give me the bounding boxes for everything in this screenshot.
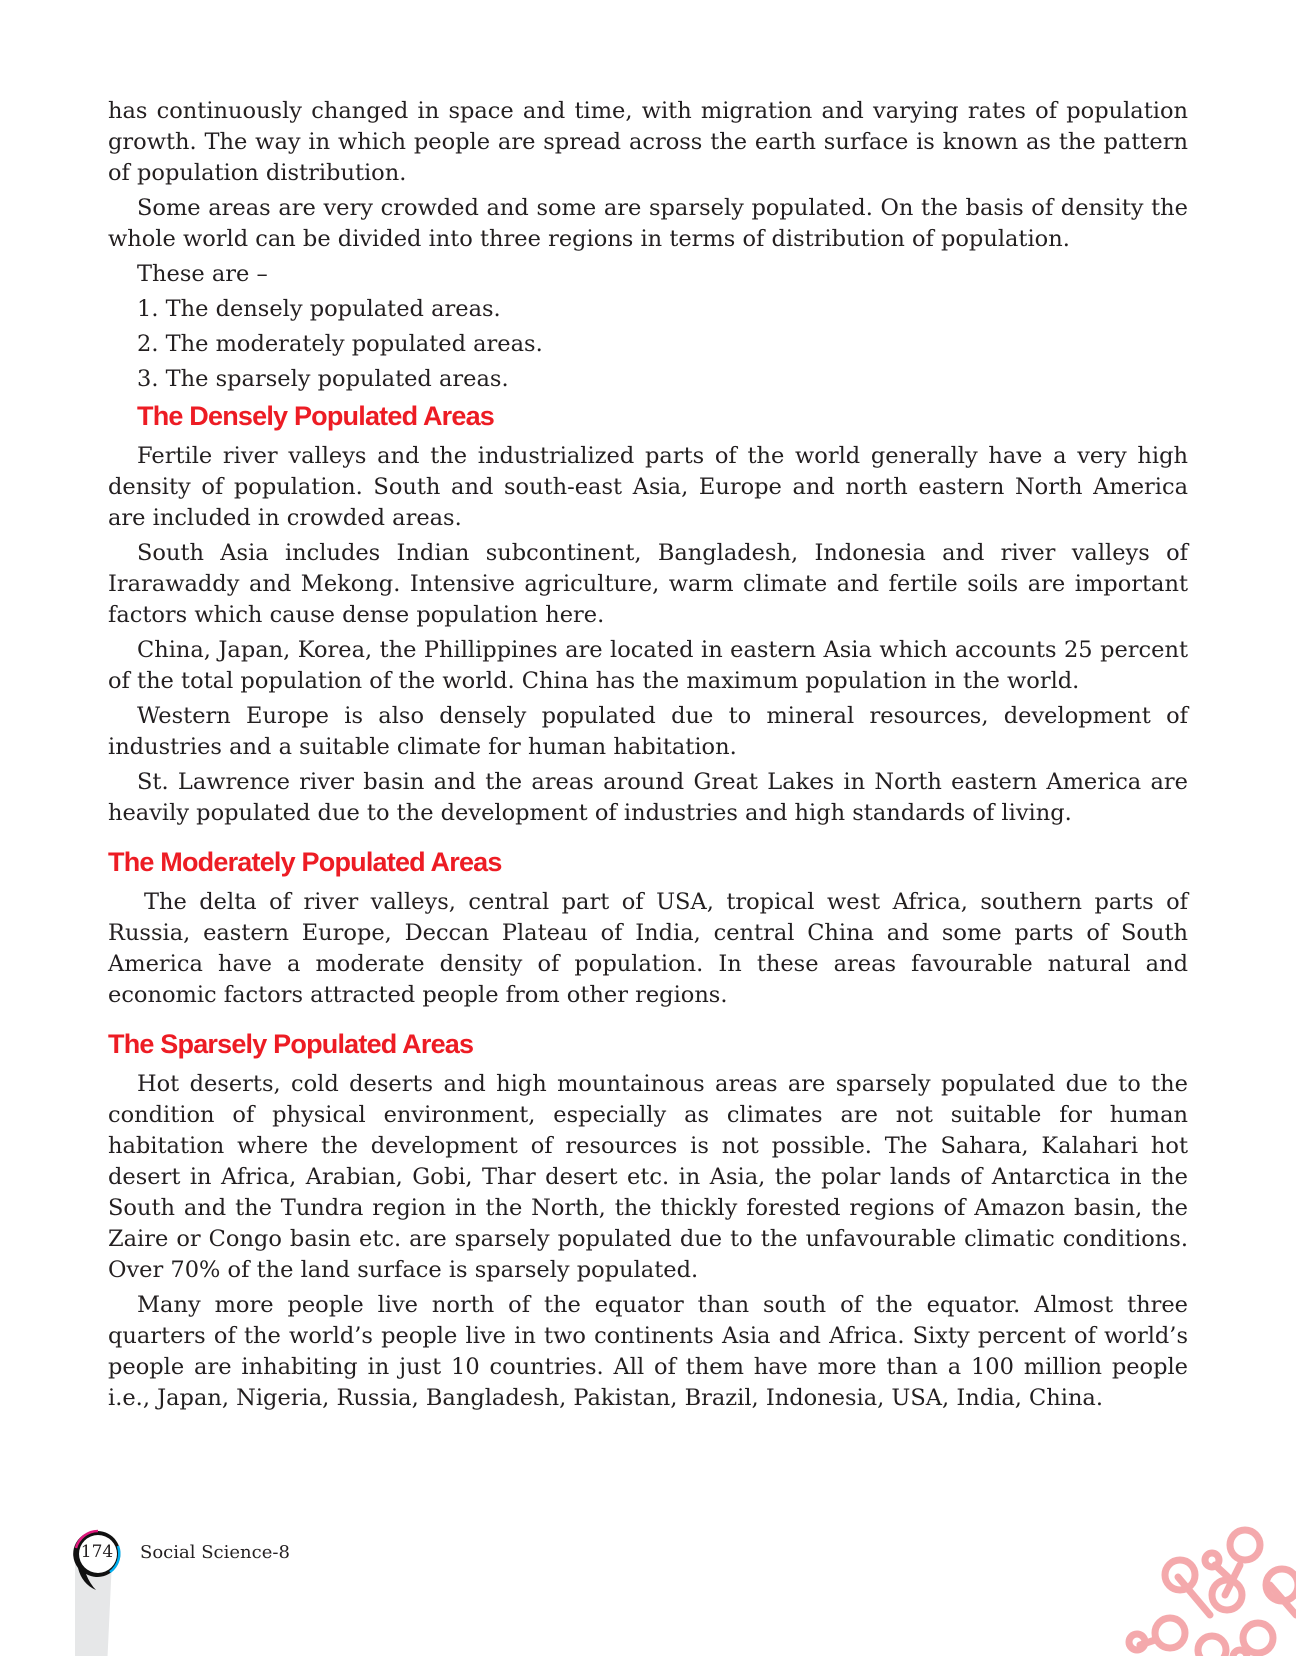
list-intro: These are – [137, 261, 268, 287]
page-number-badge-icon [70, 1528, 126, 1598]
list-item: 3. The sparsely populated areas. [137, 366, 509, 392]
paragraph: Fertile river valleys and the industrialized parts of the world generally have a very high density of population. South and south-east Asia, Europe and north eastern North America are included in crowded areas. [108, 443, 1188, 531]
paragraph: Many more people live north of the equator than south of the equator. Almost three quarters of the world’s people live in two continents Asia and Africa. Sixty percent of world’s people are inhabiting in just 10 countries. All of them have more than a 100 million people i.e., Japan, Nigeria, Russia, Bangladesh, Pakistan, Brazil, Indonesia, USA, India, China. [108, 1292, 1188, 1411]
list-item: 1. The densely populated areas. [137, 296, 501, 322]
page-content [108, 96, 1188, 1418]
paragraph: Western Europe is also densely populated due to mineral resources, development of industries and a suitable climate for human habitation. [108, 703, 1188, 760]
section-heading-moderately: The Moderately Populated Areas [108, 847, 502, 877]
paragraph: St. Lawrence river basin and the areas around Great Lakes in North eastern America are heavily populated due to the development of industries and high standards of living. [108, 769, 1188, 826]
page-number: 174 [80, 1542, 114, 1562]
section-heading-sparsely: The Sparsely Populated Areas [108, 1029, 474, 1059]
list-item: 2. The moderately populated areas. [137, 331, 543, 357]
book-title: Social Science-8 [140, 1542, 290, 1563]
paragraph: South Asia includes Indian subcontinent, Bangladesh, Indonesia and river valleys of Irarawaddy and Mekong. Intensive agriculture, warm climate and fertile soils are important factors which cause dense population here. [108, 540, 1188, 628]
section-heading-densely: The Densely Populated Areas [137, 401, 495, 431]
paragraph: Hot deserts, cold deserts and high mountainous areas are sparsely populated due to the condition of physical environment, especially as climates are not suitable for human habitation where the development of resources is not possible. The Sahara, Kalahari hot desert in Africa, Arabian, Gobi, Thar desert etc. in Asia, the polar lands of Antarctica in the South and the Tundra region in the North, the thickly forested regions of Amazon basin, the Zaire or Congo basin etc. are sparsely populated due to the unfavourable climatic conditions. Over 70% of the land surface is sparsely populated. [108, 1071, 1188, 1283]
opening-paragraph: has continuously changed in space and time, with migration and varying rates of population growth. The way in which people are spread across the earth surface is known as the pattern of population distribution. [108, 98, 1188, 186]
intro-paragraph: Some areas are very crowded and some are sparsely populated. On the basis of density the whole world can be divided into three regions in terms of distribution of population. [108, 195, 1188, 252]
paragraph: The delta of river valleys, central part of USA, tropical west Africa, southern parts of Russia, eastern Europe, Deccan Plateau of India, central China and some parts of South America have a moderate density of population. In these areas favourable natural and economic factors attracted people from other regions. [108, 889, 1188, 1008]
paragraph: China, Japan, Korea, the Phillippines are located in eastern Asia which accounts 25 percent of the total population of the world. China has the maximum population in the world. [108, 637, 1188, 694]
molecule-decoration-icon [1120, 1515, 1296, 1656]
